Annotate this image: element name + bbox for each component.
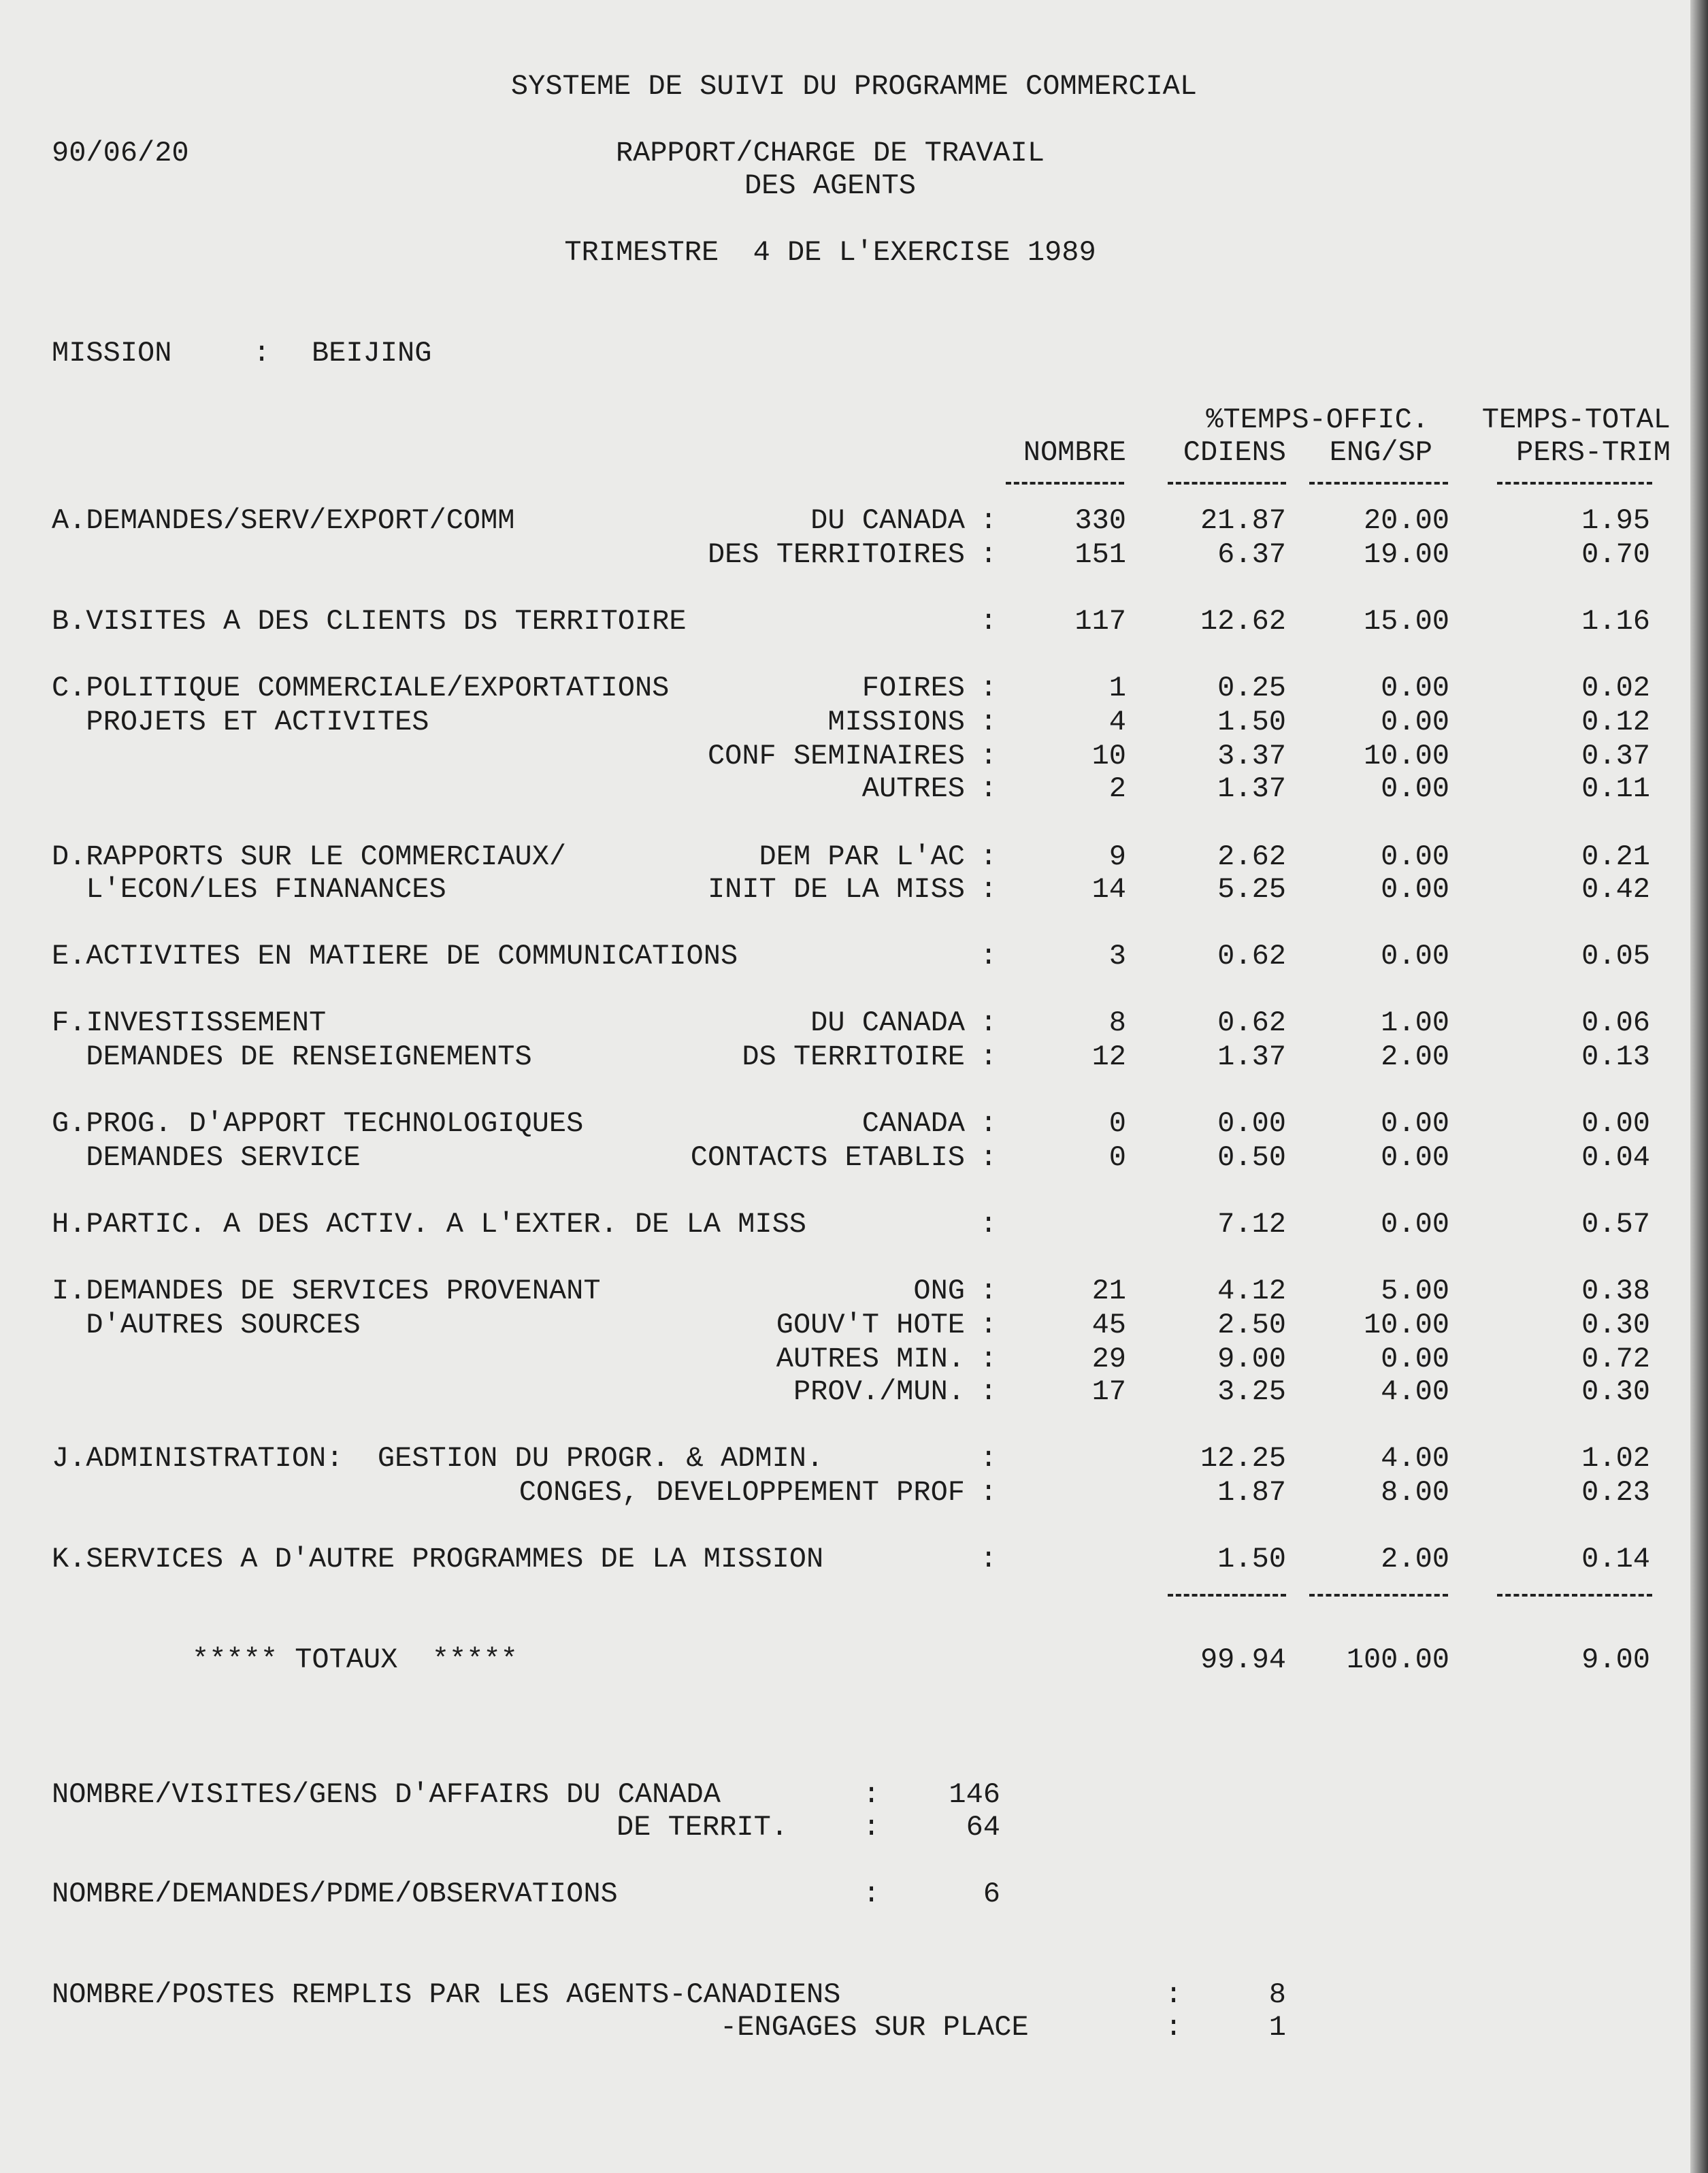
row-label: J.ADMINISTRATION: GESTION DU PROGR. & ADMIN. bbox=[52, 1442, 824, 1475]
row-cdiens: 1.50 bbox=[1217, 1543, 1286, 1575]
col-header-temps-total: TEMPS-TOTAL bbox=[1481, 404, 1671, 436]
row-label: L'ECON/LES FINANANCES bbox=[52, 873, 446, 906]
scan-edge-shadow bbox=[1690, 0, 1708, 2173]
row-cdiens: 2.50 bbox=[1217, 1309, 1286, 1341]
row-pers-trim: 0.00 bbox=[1581, 1107, 1650, 1140]
row-pers-trim: 0.23 bbox=[1581, 1476, 1650, 1509]
row-engsp: 20.00 bbox=[1363, 504, 1449, 537]
col-header-temps-offic: %TEMPS-OFFIC. bbox=[1206, 404, 1429, 436]
row-nombre: 45 bbox=[1091, 1309, 1126, 1341]
row-colon: : bbox=[980, 1375, 998, 1408]
row-colon: : bbox=[980, 840, 998, 873]
row-cdiens: 4.12 bbox=[1217, 1275, 1286, 1307]
row-nombre: 117 bbox=[1074, 605, 1126, 638]
row-pers-trim: 0.13 bbox=[1581, 1041, 1650, 1073]
row-label: I.DEMANDES DE SERVICES PROVENANT bbox=[52, 1275, 601, 1307]
row-colon: : bbox=[980, 672, 998, 704]
row-nombre: 4 bbox=[1108, 706, 1126, 738]
engages-separator: : bbox=[1165, 2011, 1183, 2044]
row-sublabel: DU CANADA bbox=[810, 504, 965, 537]
visites-label: NOMBRE/VISITES/GENS D'AFFAIRS DU CANADA bbox=[52, 1778, 721, 1811]
col-header-nombre: NOMBRE bbox=[1023, 436, 1126, 469]
row-colon: : bbox=[980, 1208, 998, 1241]
row-colon: : bbox=[980, 1442, 998, 1475]
row-sublabel: DU CANADA bbox=[810, 1007, 965, 1039]
row-cdiens: 1.87 bbox=[1217, 1476, 1286, 1509]
row-engsp: 19.00 bbox=[1363, 538, 1449, 571]
row-pers-trim: 0.11 bbox=[1581, 772, 1650, 805]
row-engsp: 0.00 bbox=[1381, 840, 1449, 873]
totals-pers-trim: 9.00 bbox=[1581, 1644, 1650, 1676]
row-cdiens: 0.62 bbox=[1217, 1007, 1286, 1039]
row-cdiens: 3.25 bbox=[1217, 1375, 1286, 1408]
row-engsp: 10.00 bbox=[1363, 1309, 1449, 1341]
demandes-label: NOMBRE/DEMANDES/PDME/OBSERVATIONS bbox=[52, 1878, 618, 1910]
totals-cdiens: 99.94 bbox=[1200, 1644, 1286, 1676]
engages-value: 1 bbox=[1268, 2011, 1286, 2044]
row-label: PROJETS ET ACTIVITES bbox=[52, 706, 429, 738]
row-engsp: 0.00 bbox=[1381, 706, 1449, 738]
totals-underline-engsp bbox=[1309, 1594, 1448, 1599]
row-cdiens: 0.00 bbox=[1217, 1107, 1286, 1140]
row-colon: : bbox=[980, 940, 998, 973]
row-colon: : bbox=[980, 1141, 998, 1174]
row-sublabel: GOUV'T HOTE bbox=[776, 1309, 965, 1341]
row-sublabel: CANADA bbox=[861, 1107, 965, 1140]
row-cdiens: 7.12 bbox=[1217, 1208, 1286, 1241]
col-header-cdiens: CDIENS bbox=[1183, 436, 1286, 469]
row-pers-trim: 1.95 bbox=[1581, 504, 1650, 537]
postes-label: NOMBRE/POSTES REMPLIS PAR LES AGENTS-CANADIENS bbox=[52, 1978, 841, 2011]
row-pers-trim: 0.14 bbox=[1581, 1543, 1650, 1575]
row-engsp: 0.00 bbox=[1381, 772, 1449, 805]
row-cdiens: 21.87 bbox=[1200, 504, 1286, 537]
row-engsp: 0.00 bbox=[1381, 1141, 1449, 1174]
row-colon: : bbox=[980, 1476, 998, 1509]
row-cdiens: 12.25 bbox=[1200, 1442, 1286, 1475]
row-engsp: 4.00 bbox=[1381, 1442, 1449, 1475]
row-nombre: 14 bbox=[1091, 873, 1126, 906]
row-colon: : bbox=[980, 1275, 998, 1307]
row-engsp: 2.00 bbox=[1381, 1543, 1449, 1575]
row-pers-trim: 0.04 bbox=[1581, 1141, 1650, 1174]
row-cdiens: 1.37 bbox=[1217, 772, 1286, 805]
report-date: 90/06/20 bbox=[52, 137, 189, 169]
row-nombre: 10 bbox=[1091, 740, 1126, 772]
row-pers-trim: 0.72 bbox=[1581, 1343, 1650, 1375]
row-colon: : bbox=[980, 873, 998, 906]
row-pers-trim: 0.30 bbox=[1581, 1375, 1650, 1408]
row-label: DEMANDES DE RENSEIGNEMENTS bbox=[52, 1041, 532, 1073]
row-engsp: 5.00 bbox=[1381, 1275, 1449, 1307]
row-engsp: 15.00 bbox=[1363, 605, 1449, 638]
row-engsp: 0.00 bbox=[1381, 940, 1449, 973]
row-sublabel: FOIRES bbox=[861, 672, 965, 704]
row-colon: : bbox=[980, 538, 998, 571]
row-colon: : bbox=[980, 740, 998, 772]
row-label: F.INVESTISSEMENT bbox=[52, 1007, 327, 1039]
row-nombre: 21 bbox=[1091, 1275, 1126, 1307]
row-sublabel: CONTACTS ETABLIS bbox=[690, 1141, 965, 1174]
row-sublabel: PROV./MUN. bbox=[793, 1375, 965, 1408]
row-label: K.SERVICES A D'AUTRE PROGRAMMES DE LA MISSION bbox=[52, 1543, 824, 1575]
visites-value: 146 bbox=[949, 1778, 1000, 1811]
row-engsp: 10.00 bbox=[1363, 740, 1449, 772]
postes-separator: : bbox=[1165, 1978, 1183, 2011]
row-label: E.ACTIVITES EN MATIERE DE COMMUNICATIONS bbox=[52, 940, 738, 973]
row-nombre: 17 bbox=[1091, 1375, 1126, 1408]
row-engsp: 1.00 bbox=[1381, 1007, 1449, 1039]
row-cdiens: 0.50 bbox=[1217, 1141, 1286, 1174]
row-pers-trim: 0.37 bbox=[1581, 740, 1650, 772]
row-pers-trim: 0.12 bbox=[1581, 706, 1650, 738]
row-engsp: 0.00 bbox=[1381, 1107, 1449, 1140]
totals-label: ***** TOTAUX ***** bbox=[192, 1644, 518, 1676]
postes-value: 8 bbox=[1268, 1978, 1286, 2011]
row-sublabel: INIT DE LA MISS bbox=[707, 873, 965, 906]
row-colon: : bbox=[980, 1543, 998, 1575]
row-engsp: 0.00 bbox=[1381, 873, 1449, 906]
row-pers-trim: 0.02 bbox=[1581, 672, 1650, 704]
row-colon: : bbox=[980, 772, 998, 805]
row-pers-trim: 0.06 bbox=[1581, 1007, 1650, 1039]
row-nombre: 151 bbox=[1074, 538, 1126, 571]
row-sublabel: AUTRES bbox=[861, 772, 965, 805]
mission-separator: : bbox=[253, 337, 271, 370]
row-sublabel: CONF SEMINAIRES bbox=[707, 740, 965, 772]
row-sublabel: CONGES, DEVELOPPEMENT PROF bbox=[519, 1476, 965, 1509]
col-header-pers-trim: PERS-TRIM bbox=[1516, 436, 1671, 469]
row-cdiens: 1.50 bbox=[1217, 706, 1286, 738]
row-nombre: 0 bbox=[1108, 1107, 1126, 1140]
row-colon: : bbox=[980, 1309, 998, 1341]
row-colon: : bbox=[980, 605, 998, 638]
totals-underline-pers-trim bbox=[1497, 1594, 1652, 1599]
col-header-engsp: ENG/SP bbox=[1329, 436, 1432, 469]
row-cdiens: 6.37 bbox=[1217, 538, 1286, 571]
row-engsp: 8.00 bbox=[1381, 1476, 1449, 1509]
row-nombre: 29 bbox=[1091, 1343, 1126, 1375]
demandes-value: 6 bbox=[983, 1878, 1000, 1910]
row-label: C.POLITIQUE COMMERCIALE/EXPORTATIONS bbox=[52, 672, 670, 704]
row-label: DEMANDES SERVICE bbox=[52, 1141, 361, 1174]
column-underline-nombre bbox=[1006, 482, 1124, 487]
row-pers-trim: 0.38 bbox=[1581, 1275, 1650, 1307]
row-pers-trim: 1.16 bbox=[1581, 605, 1650, 638]
row-sublabel: DS TERRITOIRE bbox=[742, 1041, 965, 1073]
territ-separator: : bbox=[863, 1811, 881, 1844]
row-label: H.PARTIC. A DES ACTIV. A L'EXTER. DE LA MISS bbox=[52, 1208, 806, 1241]
row-nombre: 0 bbox=[1108, 1141, 1126, 1174]
row-cdiens: 9.00 bbox=[1217, 1343, 1286, 1375]
row-pers-trim: 0.30 bbox=[1581, 1309, 1650, 1341]
row-sublabel: DEM PAR L'AC bbox=[759, 840, 965, 873]
row-sublabel: DES TERRITOIRES bbox=[707, 538, 965, 571]
column-underline-pers-trim bbox=[1497, 482, 1652, 487]
row-engsp: 0.00 bbox=[1381, 1343, 1449, 1375]
row-label: G.PROG. D'APPORT TECHNOLOGIQUES bbox=[52, 1107, 584, 1140]
row-pers-trim: 0.57 bbox=[1581, 1208, 1650, 1241]
totals-engsp: 100.00 bbox=[1346, 1644, 1449, 1676]
report-title-line-1: RAPPORT/CHARGE DE TRAVAIL bbox=[615, 137, 1045, 169]
row-label: A.DEMANDES/SERV/EXPORT/COMM bbox=[52, 504, 515, 537]
row-colon: : bbox=[980, 1007, 998, 1039]
system-title: SYSTEME DE SUIVI DU PROGRAMME COMMERCIAL bbox=[510, 70, 1198, 103]
row-colon: : bbox=[980, 1343, 998, 1375]
row-nombre: 9 bbox=[1108, 840, 1126, 873]
row-cdiens: 3.37 bbox=[1217, 740, 1286, 772]
row-label: D.RAPPORTS SUR LE COMMERCIAUX/ bbox=[52, 840, 567, 873]
row-engsp: 2.00 bbox=[1381, 1041, 1449, 1073]
row-label: D'AUTRES SOURCES bbox=[52, 1309, 361, 1341]
visites-separator: : bbox=[863, 1778, 881, 1811]
row-cdiens: 1.37 bbox=[1217, 1041, 1286, 1073]
row-engsp: 0.00 bbox=[1381, 672, 1449, 704]
row-colon: : bbox=[980, 1107, 998, 1140]
row-nombre: 330 bbox=[1074, 504, 1126, 537]
column-underline-engsp bbox=[1309, 482, 1448, 487]
engages-label: -ENGAGES SUR PLACE bbox=[720, 2011, 1029, 2044]
row-label: B.VISITES A DES CLIENTS DS TERRITOIRE bbox=[52, 605, 687, 638]
row-colon: : bbox=[980, 1041, 998, 1073]
totals-underline-cdiens bbox=[1168, 1594, 1286, 1599]
row-nombre: 1 bbox=[1108, 672, 1126, 704]
row-nombre: 8 bbox=[1108, 1007, 1126, 1039]
report-title-line-2: DES AGENTS bbox=[744, 169, 917, 202]
row-pers-trim: 0.21 bbox=[1581, 840, 1650, 873]
row-sublabel: MISSIONS bbox=[827, 706, 965, 738]
demandes-separator: : bbox=[863, 1878, 881, 1910]
row-cdiens: 5.25 bbox=[1217, 873, 1286, 906]
row-cdiens: 0.62 bbox=[1217, 940, 1286, 973]
row-nombre: 3 bbox=[1108, 940, 1126, 973]
row-cdiens: 0.25 bbox=[1217, 672, 1286, 704]
row-engsp: 0.00 bbox=[1381, 1208, 1449, 1241]
row-sublabel: AUTRES MIN. bbox=[776, 1343, 965, 1375]
row-colon: : bbox=[980, 706, 998, 738]
row-cdiens: 2.62 bbox=[1217, 840, 1286, 873]
row-nombre: 2 bbox=[1108, 772, 1126, 805]
report-period: TRIMESTRE 4 DE L'EXERCISE 1989 bbox=[564, 236, 1096, 269]
row-nombre: 12 bbox=[1091, 1041, 1126, 1073]
row-sublabel: ONG bbox=[913, 1275, 965, 1307]
row-cdiens: 12.62 bbox=[1200, 605, 1286, 638]
territ-label: DE TERRIT. bbox=[617, 1811, 789, 1844]
row-pers-trim: 0.70 bbox=[1581, 538, 1650, 571]
row-engsp: 4.00 bbox=[1381, 1375, 1449, 1408]
row-pers-trim: 1.02 bbox=[1581, 1442, 1650, 1475]
column-underline-cdiens bbox=[1168, 482, 1286, 487]
row-pers-trim: 0.42 bbox=[1581, 873, 1650, 906]
mission-label: MISSION bbox=[52, 337, 172, 370]
row-colon: : bbox=[980, 504, 998, 537]
row-pers-trim: 0.05 bbox=[1581, 940, 1650, 973]
territ-value: 64 bbox=[966, 1811, 1000, 1844]
mission-value: BEIJING bbox=[312, 337, 432, 370]
